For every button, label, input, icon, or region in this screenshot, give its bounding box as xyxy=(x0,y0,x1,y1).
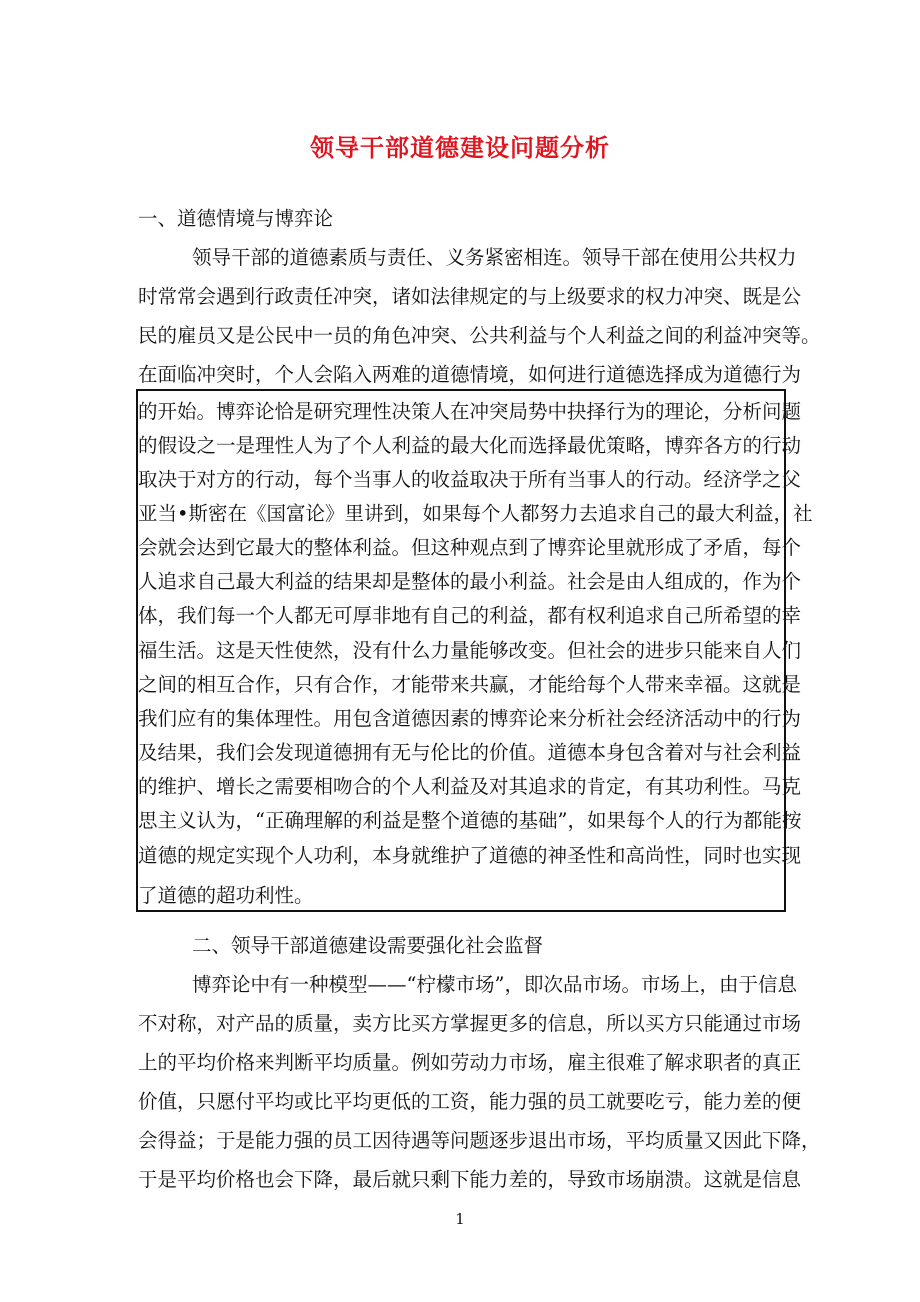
boxed-line: 取决于对方的行动，每个当事人的收益取决于所有当事人的行动。经济学之父 xyxy=(138,468,802,491)
paragraph-line: 领导干部的道德素质与责任、义务紧密相连。领导干部在使用公共权力 xyxy=(192,246,797,269)
boxed-line: 的开始。博弈论恰是研究理性决策人在冲突局势中抉择行为的理论，分析问题 xyxy=(138,400,802,423)
boxed-line: 思主义认为，“正确理解的利益是整个道德的基础”，如果每个人的行为都能按 xyxy=(138,809,802,832)
section-heading-2: 二、领导干部道德建设需要强化社会监督 xyxy=(192,934,544,957)
boxed-line: 体，我们每一个人都无可厚非地有自己的利益，都有权利追求自己所希望的幸 xyxy=(138,604,802,627)
boxed-line: 的假设之一是理性人为了个人利益的最大化而选择最优策略，博弈各方的行动 xyxy=(138,434,802,457)
boxed-line: 人追求自己最大利益的结果却是整体的最小利益。社会是由人组成的，作为个 xyxy=(138,570,802,593)
boxed-line: 福生活。这是天性使然，没有什么力量能够改变。但社会的进步只能来自人们 xyxy=(138,639,802,662)
boxed-line: 了道德的超功利性。 xyxy=(138,884,314,907)
paragraph-line: 在面临冲突时，个人会陷入两难的道德情境，如何进行道德选择成为道德行为 xyxy=(138,363,802,386)
paragraph-line: 时常常会遇到行政责任冲突，诸如法律规定的与上级要求的权力冲突、既是公 xyxy=(138,285,802,308)
page-number: 1 xyxy=(455,1210,465,1228)
paragraph-line: 不对称，对产品的质量，卖方比买方掌握更多的信息，所以买方只能通过市场 xyxy=(138,1012,802,1035)
paragraph-line: 民的雇员又是公民中一员的角色冲突、公共利益与个人利益之间的利益冲突等。 xyxy=(138,324,821,347)
boxed-line: 道德的规定实现个人功利，本身就维护了道德的神圣性和高尚性，同时也实现 xyxy=(138,844,802,867)
paragraph-line: 于是平均价格也会下降，最后就只剩下能力差的，导致市场崩溃。这就是信息 xyxy=(138,1168,802,1191)
document-title: 领导干部道德建设问题分析 xyxy=(310,134,610,162)
boxed-line: 我们应有的集体理性。用包含道德因素的博弈论来分析社会经济活动中的行为 xyxy=(138,707,802,730)
boxed-line: 之间的相互合作，只有合作，才能带来共赢，才能给每个人带来幸福。这就是 xyxy=(138,673,802,696)
section-heading-1: 一、道德情境与博弈论 xyxy=(138,207,334,230)
boxed-line: 会就会达到它最大的整体利益。但这种观点到了博弈论里就形成了矛盾，每个 xyxy=(138,536,802,559)
boxed-line: 及结果，我们会发现道德拥有无与伦比的价值。道德本身包含着对与社会利益 xyxy=(138,741,802,764)
paragraph-line: 上的平均价格来判断平均质量。例如劳动力市场，雇主很难了解求职者的真正 xyxy=(138,1051,802,1074)
paragraph-line: 博弈论中有一种模型——“柠檬市场”，即次品市场。市场上，由于信息 xyxy=(192,973,797,996)
paragraph-line: 价值，只愿付平均或比平均更低的工资，能力强的员工就要吃亏，能力差的便 xyxy=(138,1090,802,1113)
boxed-line: 的维护、增长之需要相吻合的个人利益及对其追求的肯定，有其功利性。马克 xyxy=(138,775,802,798)
boxed-line: 亚当•斯密在《国富论》里讲到，如果每个人都努力去追求自己的最大利益，社 xyxy=(138,502,813,525)
paragraph-line: 会得益；于是能力强的员工因待遇等问题逐步退出市场，平均质量又因此下降， xyxy=(138,1129,821,1152)
